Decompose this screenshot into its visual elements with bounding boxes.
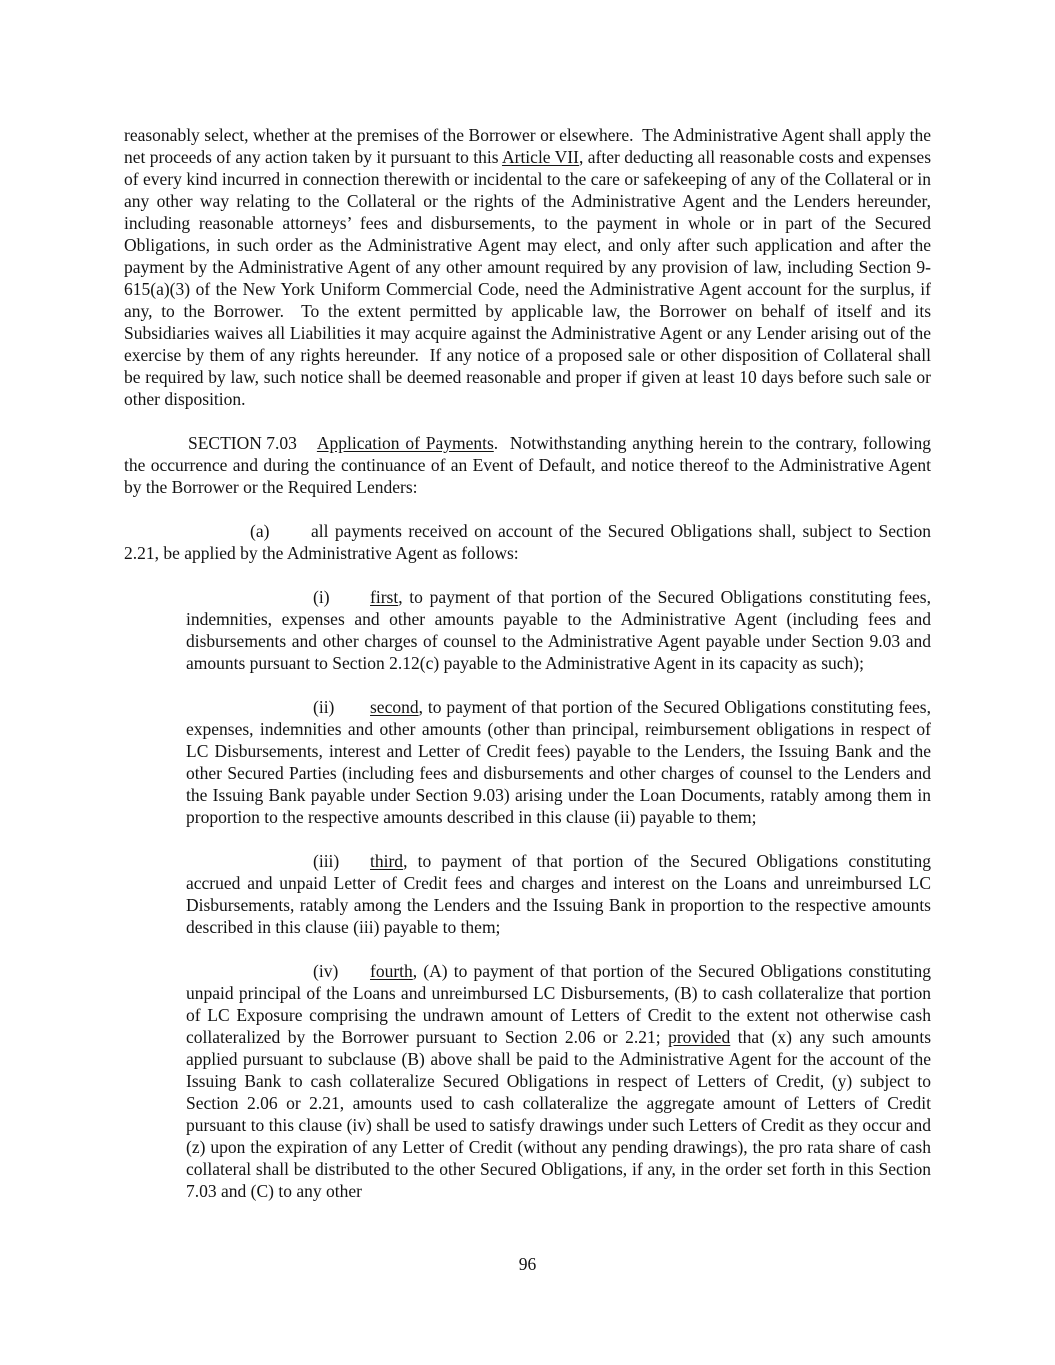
underlined-text-segment: second [370,697,419,717]
underlined-text-segment: third [370,851,404,871]
paragraph-label: (iv) [313,961,339,981]
paragraph-section-7-03 [124,432,931,498]
clause-iii [186,850,931,938]
text-segment: reasonably select, whether at the premises of the Borrower or elsewhere. The Administrative Agent shall apply the net proceeds of any action taken by it pursuant to this [124,125,931,167]
text-segment: , to payment of that portion of the Secured Obligations constituting fees, indemnities, expenses and other amounts payable to the Administrative Agent (including fees and disbursements and other charges of counsel to the Administrative Agent payable under Section 9.03 and amounts pursuant to Section 2.12(c) payable to the Administrative Agent in its capacity as such); [186,587,931,673]
clause-iv [186,960,931,1202]
text-segment: all payments received on account of the Secured Obligations shall, subject to Section 2.21, be applied by the Administrative Agent as follows: [124,521,931,563]
text-segment: that (x) any such amounts applied pursuant to subclause (B) above shall be paid to the Administrative Agent for the account of the Issuing Bank to cash collateralize Secured Obligations in respect of Letters of Credit, (y) subject to Section 2.06 or 2.21, amounts used to cash collateralize the aggregate amount of Letters of Credit pursuant to this clause (iv) shall be used to satisfy drawings under such Letters of Credit as they occur and (z) upon the expiration of any Letter of Credit (without any pending drawings), the pro rata share of cash collateral shall be distributed to the other Secured Obligations, if any, in the order set forth in this Section 7.03 and (C) to any other [186,1027,932,1201]
underlined-text-segment: Article VII [501,147,579,167]
paragraph-label: SECTION 7.03 [188,433,297,453]
paragraph-label: (ii) [313,697,335,717]
text-segment: , to payment of that portion of the Secured Obligations constituting accrued and unpaid Letter of Credit fees and charges and interest on the Loans and unreimbursed LC Disbursements, ratably among the Lenders and the Issuing Bank in proportion to the respective amounts described in this clause (iii) payable to them; [186,851,931,937]
text-segment: , after deducting all reasonable costs and expenses of every kind incurred in connection therewith or incidental to the care or safekeeping of any of the Collateral or in any other way relating to the Collateral or the rights of the Administrative Agent and the Lenders hereunder, including reasonable attorneys’ fees and disbursements, to the payment in whole or in part of the Secured Obligations, in such order as the Administrative Agent may elect, and only after such application and after the payment by the Administrative Agent of any other amount required by any provision of law, including Section 9-615(a)(3) of the New York Uniform Commercial Code, need the Administrative Agent account for the surplus, if any, to the Borrower. To the extent permitted by applicable law, the Borrower on behalf of itself and its Subsidiaries waives all Liabilities it may acquire against the Administrative Agent or any Lender arising out of the exercise by them of any rights hereunder. If any notice of a proposed sale or other disposition of Collateral shall be required by law, such notice shall be deemed reasonable and proper if given at least 10 days before such sale or other disposition. [124,147,932,409]
text-segment: , to payment of that portion of the Secured Obligations constituting fees, expenses, indemnities and other amounts (other than principal, reimbursement obligations in respect of LC Disbursements, interest and Letter of Credit fees) payable to the Lenders, the Issuing Bank and the other Secured Parties (including fees and disbursements and other charges of counsel to the Lenders and the Issuing Bank payable under Section 9.03) arising under the Loan Documents, ratably among them in proportion to the respective amounts described in this clause (ii) payable to them; [186,697,931,827]
paragraph-label: (a) [250,521,270,541]
paragraph-continuation [124,124,931,410]
text-segment: . Notwithstanding anything herein to the contrary, following the occurrence and during the continuance of an Event of Default, and notice thereof to the Administrative Agent by the Borrower or the Required Lenders: [124,433,931,497]
underlined-text-segment: Application of Payments [316,433,494,453]
underlined-text-segment: fourth [370,961,413,981]
page-number: 96 [518,1254,537,1274]
paragraph-label: (i) [313,587,330,607]
clause-i [186,586,931,674]
underlined-text-segment: first [370,587,399,607]
text-segment: , (A) to payment of that portion of the Secured Obligations constituting unpaid principal of the Loans and unreimbursed LC Disbursements, (B) to cash collateralize that portion of LC Exposure comprising the undrawn amount of Letters of Credit to the extent not otherwise cash collateralized by the Borrower pursuant to Section 2.06 or 2.21; [186,961,931,1047]
clause-a [124,520,931,564]
clause-ii [186,696,931,828]
paragraph-label: (iii) [313,851,340,871]
document-body [124,124,931,1202]
underlined-text-segment: provided [668,1027,731,1047]
page-footer [0,1253,1055,1275]
